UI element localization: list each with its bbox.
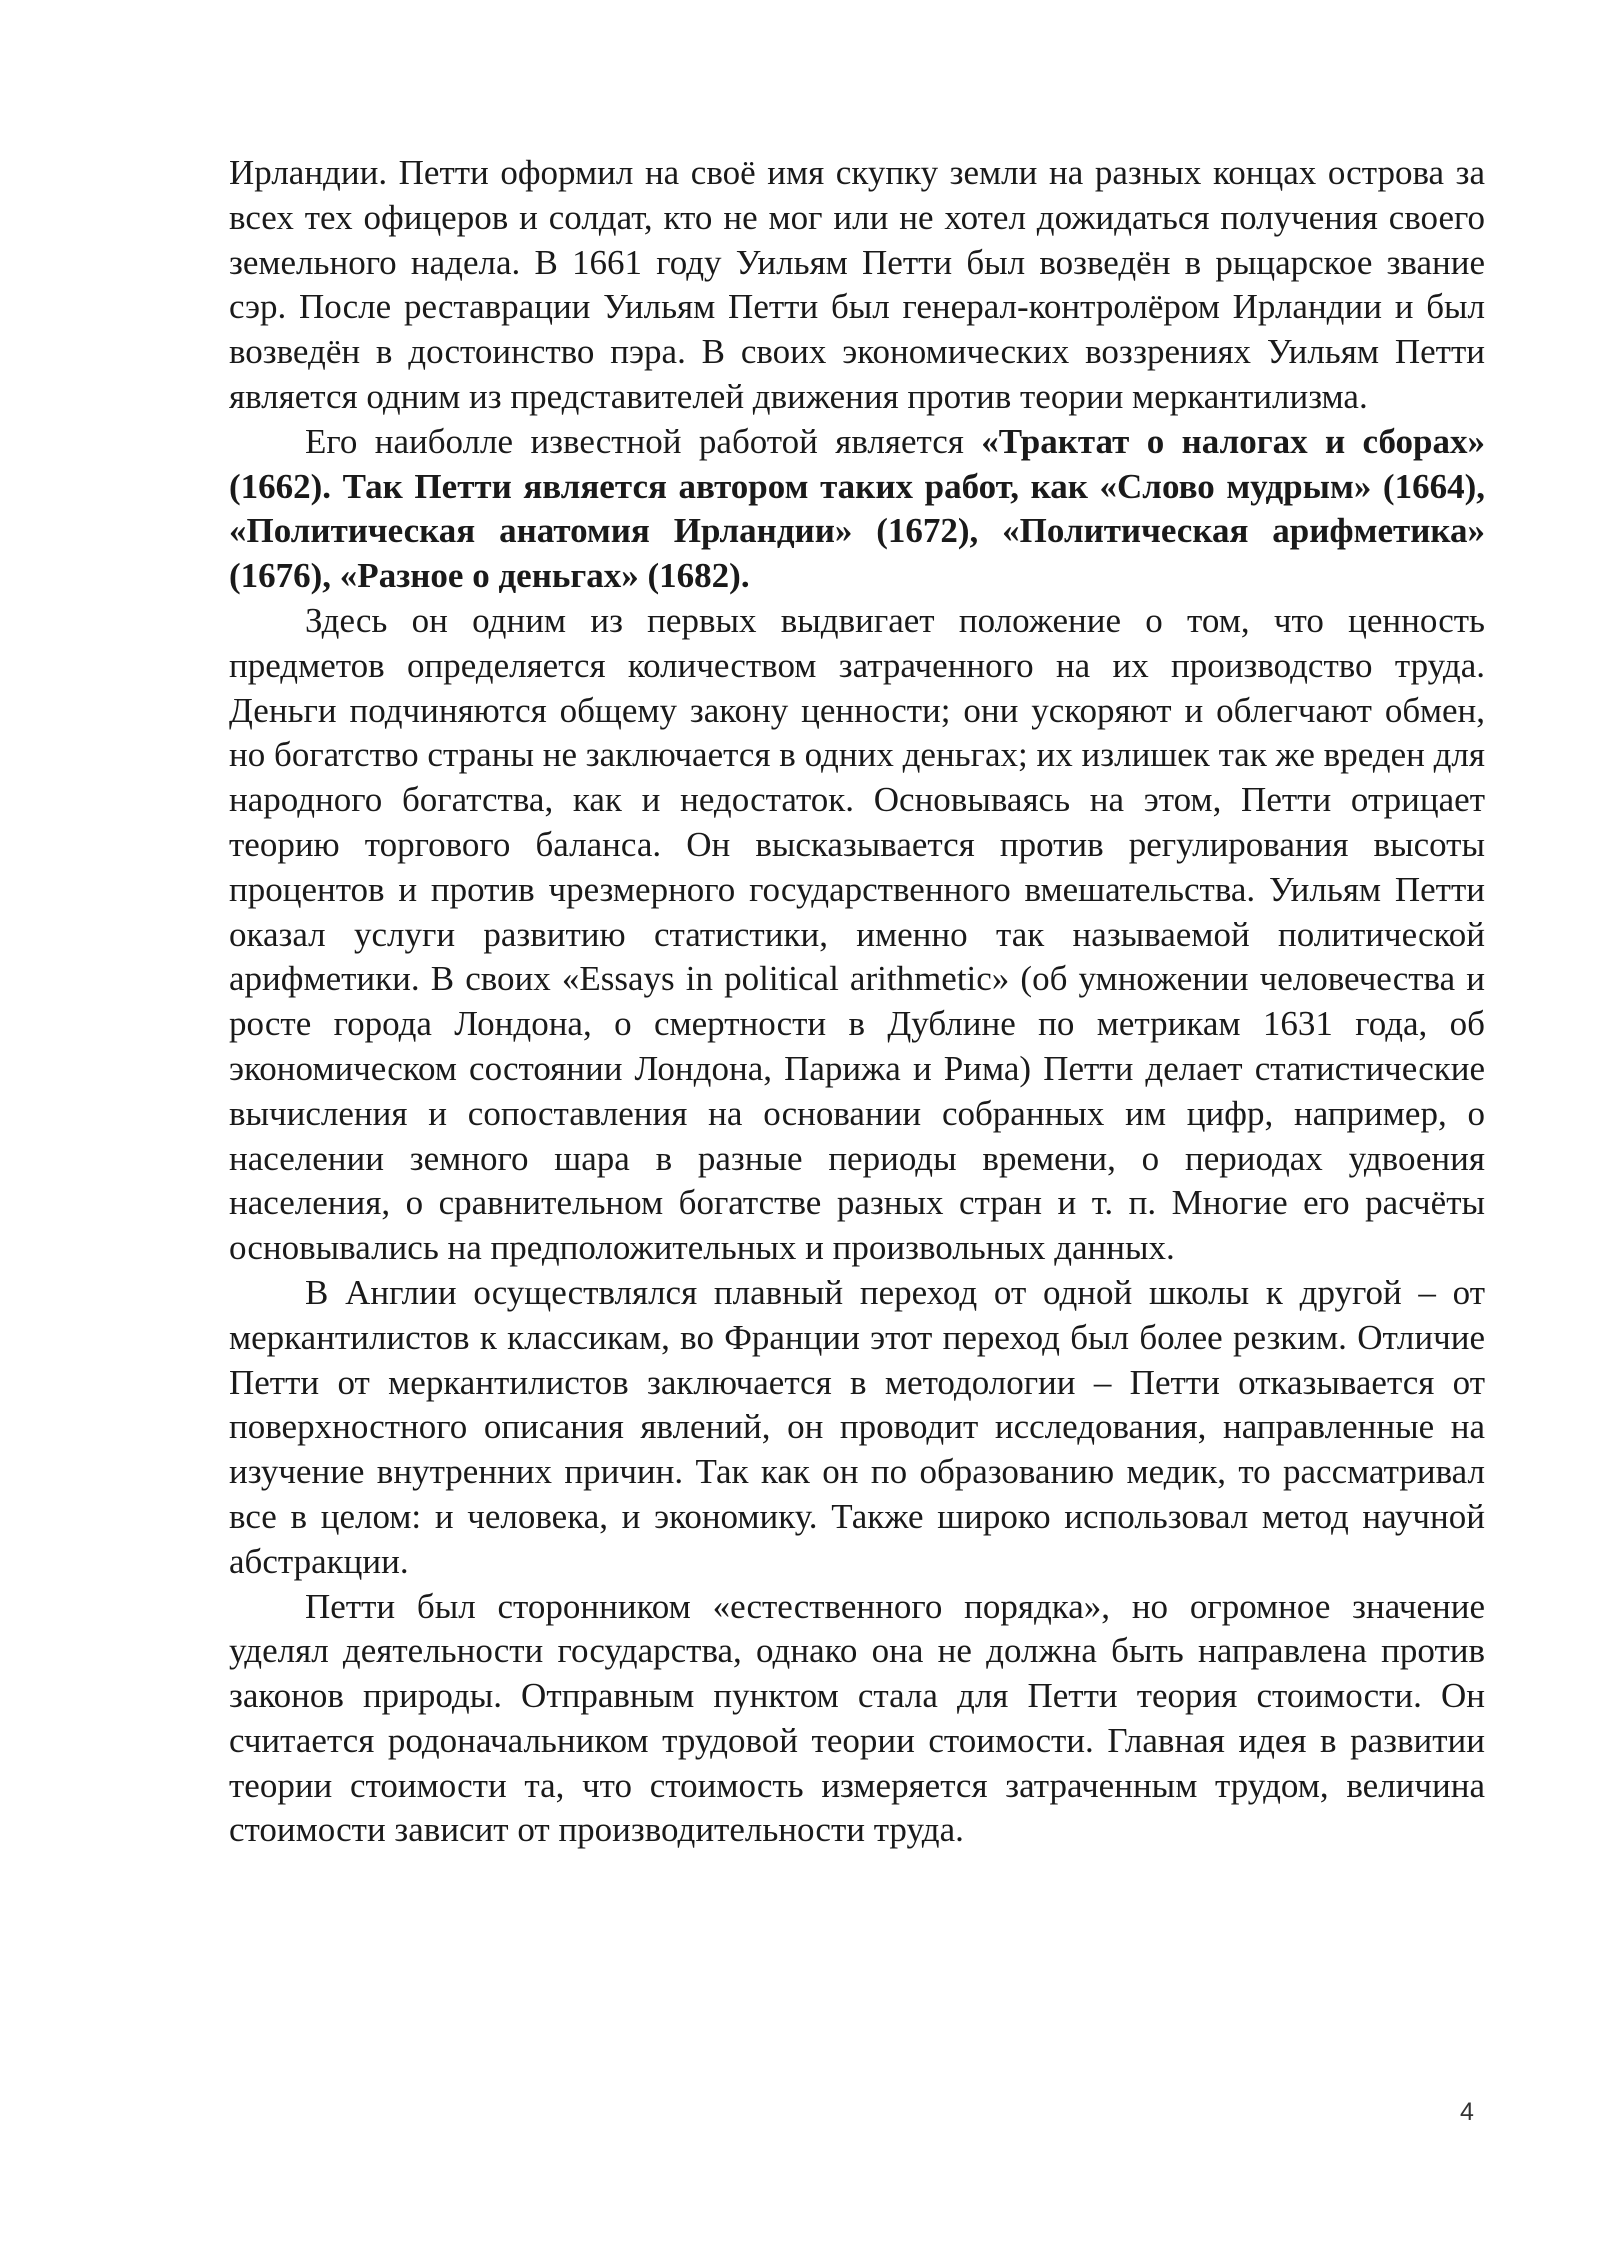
paragraph-5 <box>229 1585 1485 1854</box>
paragraph-1 <box>229 151 1485 420</box>
paragraph-5-text: Петти был сторонником «естественного порядка», но огромное значение уделял деятельности государства, однако она не должна быть направлена против законов природы. Отправным пунктом стала для Петти теория стоимости. Он считается родоначальником трудовой теории стоимости. Главная идея в развитии теории стоимости та, что стоимость измеряется затраченным трудом, величина стоимости зависит от производительности труда. <box>229 1586 1485 1850</box>
paragraph-2-intro: Его наиболле известной работой является <box>305 421 982 461</box>
page-number: 4 <box>1460 2098 1474 2126</box>
paragraph-2-works-list: «Трактат о налогах и сборах» (1662). Так Петти является автором таких работ, как «Слово мудрым» (1664), «Политическая анатомия Ирландии» (1672), «Политическая арифметика» (1676), «Разное о деньгах» (1682). <box>229 421 1486 596</box>
paragraph-4-text: В Англии осуществлялся плавный переход от одной школы к другой – от меркантилистов к классикам, во Франции этот переход был более резким. Отличие Петти от меркантилистов заключается в методологии – Петти отказывается от поверхностного описания явлений, он проводит исследования, направленные на изучение внутренних причин. Так как он по образованию медик, то рассматривал все в целом: и человека, и экономику. Также широко использовал метод научной абстракции. <box>229 1272 1485 1581</box>
paragraph-1-text: Ирландии. Петти оформил на своё имя скупку земли на разных концах острова за всех тех офицеров и солдат, кто не мог или не хотел дожидаться получения своего земельного надела. В 1661 году Уильям Петти был возведён в рыцарское звание сэр. После реставрации Уильям Петти был генерал-контролёром Ирландии и был возведён в достоинство пэра. В своих экономических воззрениях Уильям Петти является одним из представителей движения против теории меркантилизма. <box>229 153 1485 416</box>
paragraph-2 <box>229 420 1485 599</box>
body-text <box>229 151 1485 1853</box>
paragraph-3 <box>229 599 1485 1271</box>
paragraph-4 <box>229 1271 1485 1585</box>
paragraph-3-text: Здесь он одним из первых выдвигает положение о том, что ценность предметов определяется количеством затраченного на их производство труда. Деньги подчиняются общему закону ценности; они ускоряют и облегчают обмен, но богатство страны не заключается в одних деньгах; их излишек так же вреден для народного богатства, как и недостаток. Основываясь на этом, Петти отрицает теорию торгового баланса. Он высказывается против регулирования высоты процентов и против чрезмерного государственного вмешательства. Уильям Петти оказал услуги развитию статистики, именно так называемой политической арифметики. В своих «Essays in political arithmetic» (об умножении человечества и росте города Лондона, о смертности в Дублине по метрикам 1631 года, об экономическом состоянии Лондона, Парижа и Рима) Петти делает статистические вычисления и сопоставления на основании собранных им цифр, например, о населении земного шара в разные периоды времени, о периодах удвоения населения, о сравнительном богатстве разных стран и т. п. Многие его расчёты основывались на предположительных и произвольных данных. <box>229 600 1485 1268</box>
